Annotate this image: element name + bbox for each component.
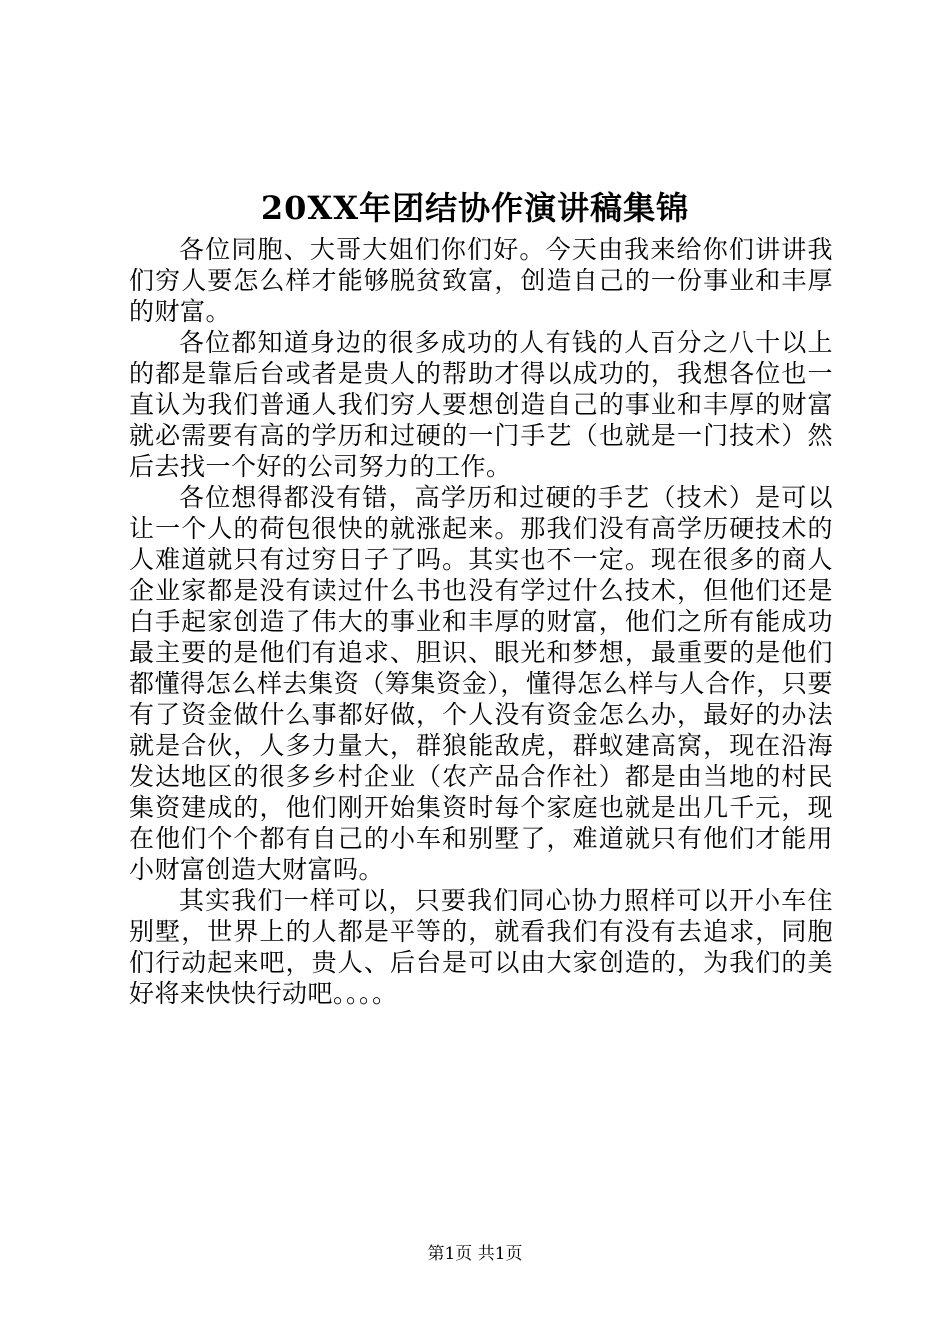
paragraph-1: 各位同胞、大哥大姐们你们好。今天由我来给你们讲讲我们穷人要怎么样才能够脱贫致富，创造自己的一份事业和丰厚的财富。 [129,235,833,326]
paragraph-2: 各位都知道身边的很多成功的人有钱的人百分之八十以上的都是靠后台或者是贵人的帮助才得以成功的，我想各位也一直认为我们普通人我们穷人要想创造自己的事业和丰厚的财富就必需要有高的学历和过硬的一门手艺（也就是一门技术）然后去找一个好的公司努力的工作。 [129,328,833,481]
paragraph-3: 各位想得都没有错，高学历和过硬的手艺（技术）是可以让一个人的荷包很快的就涨起来。那我们没有高学历硬技术的人难道就只有过穷日子了吗。其实也不一定。现在很多的商人企业家都是没有读过什么书也没有学过什么技术，但他们还是白手起家创造了伟大的事业和丰厚的财富，他们之所有能成功最主要的是他们有追求、胆识、眼光和梦想，最重要的是他们都懂得怎么样去集资（筹集资金），懂得怎么样与人合作，只要有了资金做什么事都好做，个人没有资金怎么办，最好的办法就是合伙，人多力量大，群狼能敌虎，群蚁建高窝，现在沿海发达地区的很多乡村企业（农产品合作社）都是由当地的村民集资建成的，他们刚开始集资时每个家庭也就是出几千元，现在他们个个都有自己的小车和别墅了，难道就只有他们才能用小财富创造大财富吗。 [129,483,833,884]
document-body [129,234,833,1009]
document-title: 20XX年团结协作演讲稿集锦 [260,189,690,227]
paragraph-4: 其实我们一样可以，只要我们同心协力照样可以开小车住别墅，世界上的人都是平等的，就看我们有没有去追求，同胞们行动起来吧，贵人、后台是可以由大家创造的，为我们的美好将来快快行动吧。。。。 [129,886,833,1008]
page-number-footer: 第1页 共1页 [427,1244,523,1264]
